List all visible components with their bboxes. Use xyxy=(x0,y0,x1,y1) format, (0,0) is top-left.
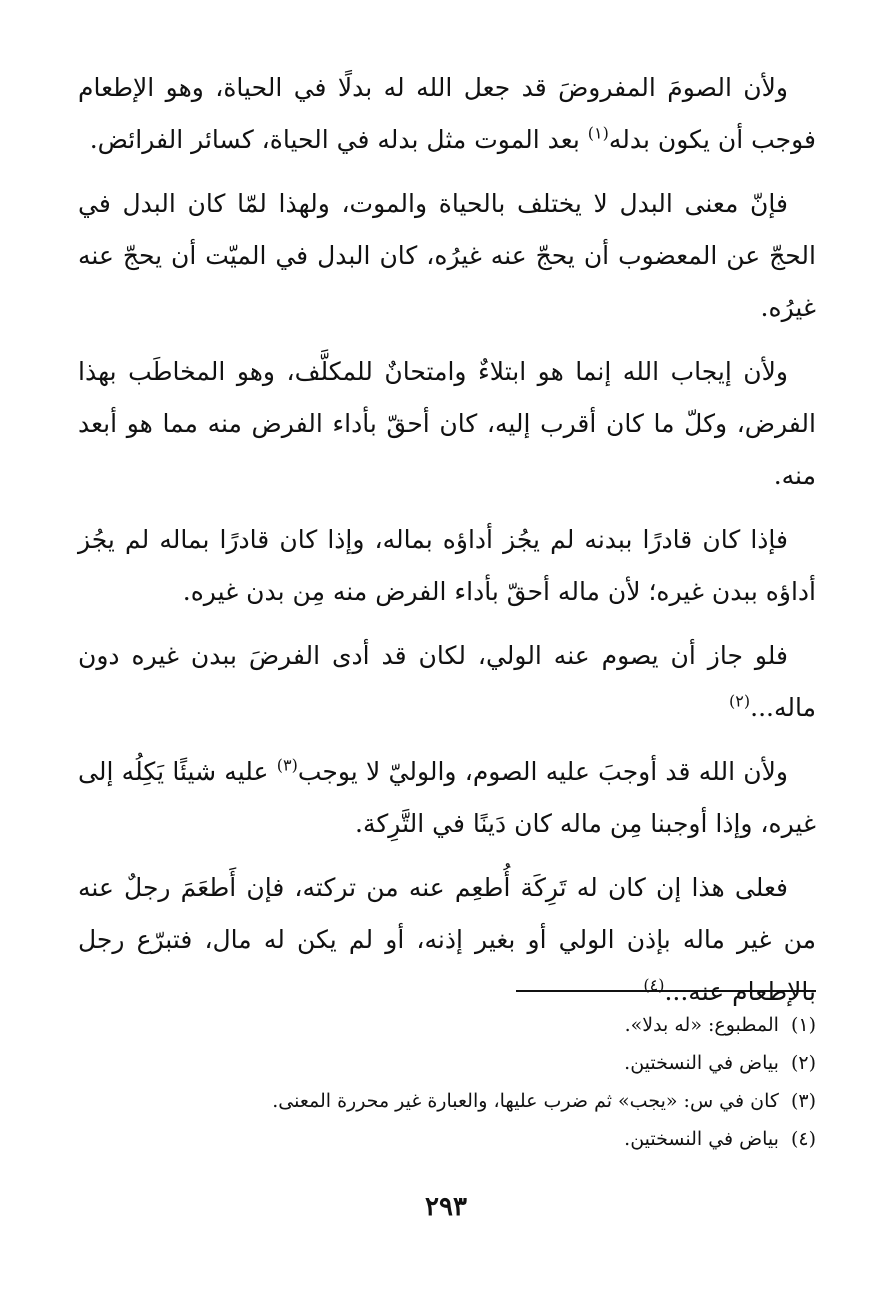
paragraph-6-text-after: عليه شيئًا يَكِلُه إلى غيره، وإذا أوجبنا مِن ماله كان دَينًا في التَّرِكة. xyxy=(78,757,816,838)
footnote-4-text: بياض في النسختين. xyxy=(624,1128,779,1150)
paragraph-3-text: ولأن إيجاب الله إنما هو ابتلاءٌ وامتحانٌ للمكلَّف، وهو المخاطَب بهذا الفرض، وكلّ ما كان أقرب إليه، كان أحقّ بأداء الفرض منه مما هو أبعد منه. xyxy=(78,357,816,490)
page-number: ٢٩٣ xyxy=(425,1192,467,1222)
paragraph-1-text-after: بعد الموت مثل بدله في الحياة، كسائر الفرائض. xyxy=(89,125,588,154)
paragraph-6-text: ولأن الله قد أوجبَ عليه الصوم، والوليّ لا يوجب xyxy=(297,757,788,786)
paragraph-1 xyxy=(78,62,816,166)
paragraph-3 xyxy=(78,346,816,502)
footnote-2 xyxy=(78,1044,816,1082)
footnote-2-number: (٢) xyxy=(790,1052,816,1074)
footnote-separator xyxy=(516,990,816,992)
footnote-1-number: (١) xyxy=(790,1014,816,1036)
paragraph-6 xyxy=(78,746,816,850)
paragraph-7 xyxy=(78,862,816,1018)
footnote-3 xyxy=(78,1082,816,1120)
paragraph-7-text: فعلى هذا إن كان له تَرِكَة أُطعِم عنه من تركته، فإن أَطعَمَ رجلٌ عنه من غير ماله بإذن الولي أو بغير إذنه، أو لم يكن له مال، فتبرّع رجل بالإطعام عنه... xyxy=(78,873,816,1006)
paragraph-1-text: ولأن الصومَ المفروضَ قد جعل الله له بدلًا في الحياة، وهو الإطعام فوجب أن يكون بدله xyxy=(78,73,816,154)
footnote-1 xyxy=(78,1006,816,1044)
footnote-1-text: المطبوع: «له بدلا». xyxy=(624,1014,779,1036)
footnote-ref-1: (١) xyxy=(587,123,609,143)
paragraph-2 xyxy=(78,178,816,334)
footnote-4-number: (٤) xyxy=(790,1128,816,1150)
footnote-3-number: (٣) xyxy=(790,1090,816,1112)
footnote-ref-4: (٤) xyxy=(643,975,665,995)
paragraph-5-text: فلو جاز أن يصوم عنه الولي، لكان قد أدى الفرضَ ببدن غيره دون ماله... xyxy=(78,641,816,722)
paragraph-5 xyxy=(78,630,816,734)
footnotes xyxy=(78,1006,816,1158)
paragraph-4 xyxy=(78,514,816,618)
footnote-3-text: كان في س: «يجب» ثم ضرب عليها، والعبارة غير محررة المعنى. xyxy=(272,1090,779,1112)
paragraph-4-text: فإذا كان قادرًا ببدنه لم يجُز أداؤه بماله، وإذا كان قادرًا بماله لم يجُز أداؤه ببدن غيره؛ لأن ماله أحقّ بأداء الفرض منه مِن بدن غيره. xyxy=(78,525,816,606)
footnote-4 xyxy=(78,1120,816,1158)
footnote-2-text: بياض في النسختين. xyxy=(624,1052,779,1074)
main-text xyxy=(78,62,816,1030)
footnote-ref-2: (٢) xyxy=(729,691,751,711)
footnote-ref-3: (٣) xyxy=(276,755,298,775)
paragraph-2-text: فإنّ معنى البدل لا يختلف بالحياة والموت، ولهذا لمّا كان البدل في الحجّ عن المعضوب أن يحجّ عنه غيرُه، كان البدل في الميّت أن يحجّ عنه غيرُه. xyxy=(78,189,816,322)
